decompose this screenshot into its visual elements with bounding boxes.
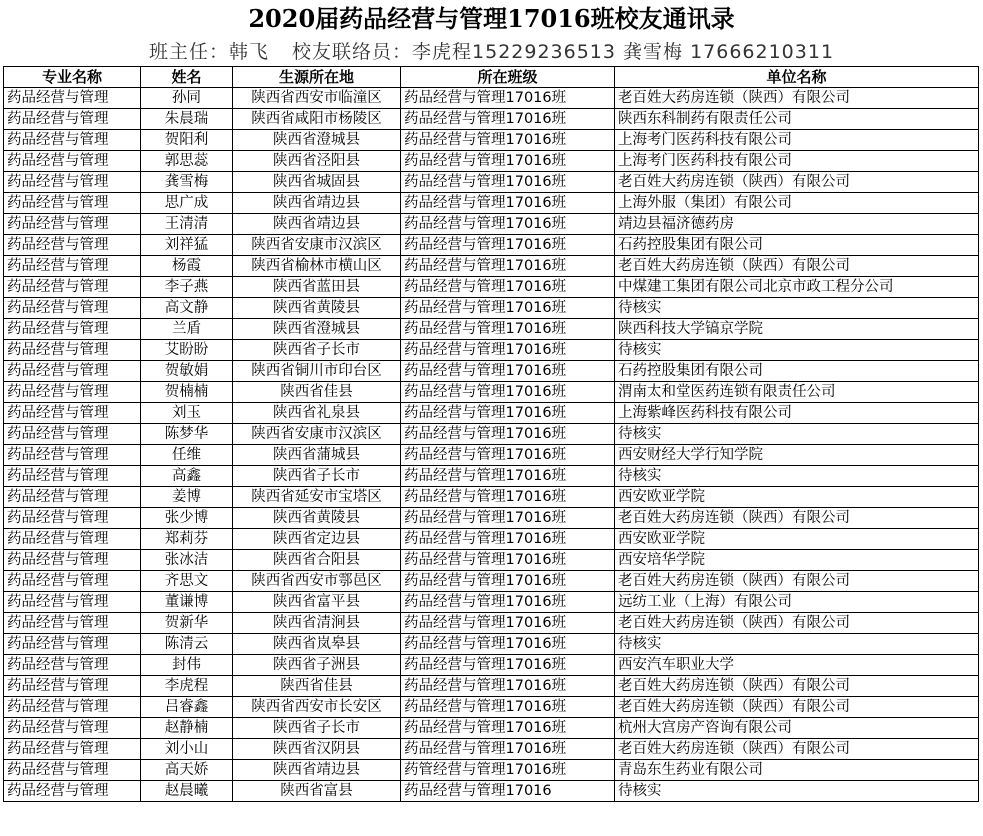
cell-class: 药品经营与管理17016班 xyxy=(401,508,615,529)
cell-class: 药品经营与管理17016班 xyxy=(401,151,615,172)
cell-major: 药品经营与管理 xyxy=(4,130,141,151)
table-body xyxy=(4,88,979,802)
cell-major: 药品经营与管理 xyxy=(4,361,141,382)
cell-unit: 待核实 xyxy=(615,298,979,319)
table-row xyxy=(4,109,979,130)
cell-major: 药品经营与管理 xyxy=(4,592,141,613)
cell-origin: 陕西省子长市 xyxy=(233,466,401,487)
cell-unit: 老百姓大药房连锁（陕西）有限公司 xyxy=(615,676,979,697)
cell-unit: 西安培华学院 xyxy=(615,550,979,571)
cell-origin: 陕西省礼泉县 xyxy=(233,403,401,424)
cell-name: 贺阳利 xyxy=(141,130,233,151)
table-row xyxy=(4,277,979,298)
cell-name: 张少博 xyxy=(141,508,233,529)
cell-origin: 陕西省富县 xyxy=(233,781,401,802)
cell-name: 姜博 xyxy=(141,487,233,508)
cell-origin: 陕西省安康市汉滨区 xyxy=(233,424,401,445)
cell-origin: 陕西省泾阳县 xyxy=(233,151,401,172)
cell-class: 药品经营与管理17016班 xyxy=(401,382,615,403)
cell-major: 药品经营与管理 xyxy=(4,319,141,340)
cell-major: 药品经营与管理 xyxy=(4,697,141,718)
cell-name: 封伟 xyxy=(141,655,233,676)
cell-origin: 陕西省富平县 xyxy=(233,592,401,613)
cell-class: 药品经营与管理17016班 xyxy=(401,88,615,109)
cell-class: 药品经营与管理17016班 xyxy=(401,319,615,340)
cell-name: 郭思蕊 xyxy=(141,151,233,172)
cell-name: 董谦博 xyxy=(141,592,233,613)
cell-unit: 待核实 xyxy=(615,634,979,655)
cell-major: 药品经营与管理 xyxy=(4,487,141,508)
cell-name: 孙同 xyxy=(141,88,233,109)
table-row xyxy=(4,508,979,529)
cell-origin: 陕西省延安市宝塔区 xyxy=(233,487,401,508)
cell-name: 贺楠楠 xyxy=(141,382,233,403)
cell-class: 药品经营与管理17016班 xyxy=(401,214,615,235)
table-row xyxy=(4,214,979,235)
cell-name: 郑莉芬 xyxy=(141,529,233,550)
table-header-row xyxy=(4,67,979,88)
cell-name: 刘小山 xyxy=(141,739,233,760)
column-header-class: 所在班级 xyxy=(401,67,615,88)
cell-major: 药品经营与管理 xyxy=(4,634,141,655)
cell-major: 药品经营与管理 xyxy=(4,151,141,172)
table-row xyxy=(4,88,979,109)
cell-class: 药品经营与管理17016班 xyxy=(401,340,615,361)
cell-class: 药品经营与管理17016班 xyxy=(401,445,615,466)
cell-major: 药品经营与管理 xyxy=(4,529,141,550)
cell-unit: 石药控股集团有限公司 xyxy=(615,361,979,382)
cell-major: 药品经营与管理 xyxy=(4,109,141,130)
table-row xyxy=(4,655,979,676)
cell-name: 任维 xyxy=(141,445,233,466)
cell-class: 药品经营与管理17016 xyxy=(401,781,615,802)
cell-origin: 陕西省靖边县 xyxy=(233,193,401,214)
table-row xyxy=(4,739,979,760)
cell-class: 药品经营与管理17016班 xyxy=(401,676,615,697)
table-row xyxy=(4,676,979,697)
cell-origin: 陕西省子长市 xyxy=(233,340,401,361)
cell-origin: 陕西省合阳县 xyxy=(233,550,401,571)
cell-major: 药品经营与管理 xyxy=(4,403,141,424)
table-row xyxy=(4,298,979,319)
table-row xyxy=(4,130,979,151)
cell-class: 药品经营与管理17016班 xyxy=(401,697,615,718)
table-row xyxy=(4,781,979,802)
cell-class: 药品经营与管理17016班 xyxy=(401,235,615,256)
cell-name: 贺敏娟 xyxy=(141,361,233,382)
liaison-text: 校友联络员：李虎程15229236513 龚雪梅 17666210311 xyxy=(292,41,835,63)
cell-major: 药品经营与管理 xyxy=(4,613,141,634)
cell-name: 李虎程 xyxy=(141,676,233,697)
cell-class: 药品经营与管理17016班 xyxy=(401,571,615,592)
cell-origin: 陕西省黄陵县 xyxy=(233,508,401,529)
cell-origin: 陕西省澄城县 xyxy=(233,319,401,340)
cell-class: 药品经营与管理17016班 xyxy=(401,718,615,739)
cell-unit: 待核实 xyxy=(615,340,979,361)
table-row xyxy=(4,445,979,466)
table-row xyxy=(4,571,979,592)
cell-unit: 待核实 xyxy=(615,466,979,487)
cell-unit: 待核实 xyxy=(615,781,979,802)
cell-major: 药品经营与管理 xyxy=(4,214,141,235)
cell-name: 思广成 xyxy=(141,193,233,214)
table-row xyxy=(4,424,979,445)
cell-major: 药品经营与管理 xyxy=(4,445,141,466)
cell-unit: 西安汽车职业大学 xyxy=(615,655,979,676)
cell-origin: 陕西省汉阴县 xyxy=(233,739,401,760)
cell-name: 龚雪梅 xyxy=(141,172,233,193)
cell-class: 药品经营与管理17016班 xyxy=(401,109,615,130)
cell-origin: 陕西省铜川市印台区 xyxy=(233,361,401,382)
cell-class: 药管经营与管理17016班 xyxy=(401,760,615,781)
cell-unit: 老百姓大药房连锁（陕西）有限公司 xyxy=(615,172,979,193)
cell-unit: 上海外服（集团）有限公司 xyxy=(615,193,979,214)
cell-unit: 老百姓大药房连锁（陕西）有限公司 xyxy=(615,508,979,529)
cell-name: 杨霞 xyxy=(141,256,233,277)
cell-name: 王清清 xyxy=(141,214,233,235)
cell-class: 药品经营与管理17016班 xyxy=(401,634,615,655)
cell-unit: 老百姓大药房连锁（陕西）有限公司 xyxy=(615,613,979,634)
cell-major: 药品经营与管理 xyxy=(4,172,141,193)
cell-major: 药品经营与管理 xyxy=(4,340,141,361)
cell-unit: 老百姓大药房连锁（陕西）有限公司 xyxy=(615,571,979,592)
cell-name: 吕睿鑫 xyxy=(141,697,233,718)
cell-name: 兰盾 xyxy=(141,319,233,340)
cell-origin: 陕西省蒲城县 xyxy=(233,445,401,466)
cell-unit: 渭南太和堂医药连锁有限责任公司 xyxy=(615,382,979,403)
table-row xyxy=(4,256,979,277)
cell-unit: 陕西东科制药有限责任公司 xyxy=(615,109,979,130)
cell-origin: 陕西省子长市 xyxy=(233,718,401,739)
table-row xyxy=(4,340,979,361)
cell-major: 药品经营与管理 xyxy=(4,256,141,277)
document-subtitle xyxy=(0,38,983,66)
cell-unit: 老百姓大药房连锁（陕西）有限公司 xyxy=(615,256,979,277)
table-row xyxy=(4,319,979,340)
table-row xyxy=(4,382,979,403)
cell-major: 药品经营与管理 xyxy=(4,277,141,298)
cell-class: 药品经营与管理17016班 xyxy=(401,361,615,382)
cell-name: 高鑫 xyxy=(141,466,233,487)
cell-name: 赵静楠 xyxy=(141,718,233,739)
cell-name: 高天娇 xyxy=(141,760,233,781)
cell-unit: 靖边县福济德药房 xyxy=(615,214,979,235)
cell-unit: 杭州大宫房产咨询有限公司 xyxy=(615,718,979,739)
cell-origin: 陕西省蓝田县 xyxy=(233,277,401,298)
table-row xyxy=(4,361,979,382)
table-row xyxy=(4,613,979,634)
cell-name: 贺新华 xyxy=(141,613,233,634)
cell-origin: 陕西省城固县 xyxy=(233,172,401,193)
cell-origin: 陕西省佳县 xyxy=(233,676,401,697)
cell-class: 药品经营与管理17016班 xyxy=(401,172,615,193)
cell-class: 药品经营与管理17016班 xyxy=(401,487,615,508)
cell-name: 朱晨瑞 xyxy=(141,109,233,130)
cell-unit: 中煤建工集团有限公司北京市政工程分公司 xyxy=(615,277,979,298)
cell-major: 药品经营与管理 xyxy=(4,676,141,697)
cell-major: 药品经营与管理 xyxy=(4,760,141,781)
cell-origin: 陕西省安康市汉滨区 xyxy=(233,235,401,256)
cell-class: 药品经营与管理17016班 xyxy=(401,403,615,424)
cell-major: 药品经营与管理 xyxy=(4,235,141,256)
cell-origin: 陕西省靖边县 xyxy=(233,214,401,235)
cell-major: 药品经营与管理 xyxy=(4,571,141,592)
cell-unit: 老百姓大药房连锁（陕西）有限公司 xyxy=(615,88,979,109)
alumni-roster-table xyxy=(3,66,979,802)
cell-name: 陈清云 xyxy=(141,634,233,655)
table-row xyxy=(4,697,979,718)
cell-major: 药品经营与管理 xyxy=(4,718,141,739)
cell-unit: 上海考门医药科技有限公司 xyxy=(615,130,979,151)
cell-unit: 待核实 xyxy=(615,424,979,445)
document-title: 2020届药品经营与管理17016班校友通讯录 xyxy=(248,4,735,33)
cell-unit: 西安欧亚学院 xyxy=(615,529,979,550)
table-row xyxy=(4,718,979,739)
column-header-name: 姓名 xyxy=(141,67,233,88)
table-row xyxy=(4,634,979,655)
cell-unit: 上海考门医药科技有限公司 xyxy=(615,151,979,172)
cell-unit: 上海紫峰医药科技有限公司 xyxy=(615,403,979,424)
cell-major: 药品经营与管理 xyxy=(4,739,141,760)
cell-unit: 石药控股集团有限公司 xyxy=(615,235,979,256)
cell-class: 药品经营与管理17016班 xyxy=(401,466,615,487)
cell-unit: 老百姓大药房连锁（陕西）有限公司 xyxy=(615,739,979,760)
table-row xyxy=(4,550,979,571)
cell-origin: 陕西省西安市临潼区 xyxy=(233,88,401,109)
cell-unit: 远纺工业（上海）有限公司 xyxy=(615,592,979,613)
cell-name: 陈梦华 xyxy=(141,424,233,445)
cell-origin: 陕西省岚皋县 xyxy=(233,634,401,655)
table-row xyxy=(4,403,979,424)
cell-class: 药品经营与管理17016班 xyxy=(401,256,615,277)
cell-origin: 陕西省榆林市横山区 xyxy=(233,256,401,277)
column-header-origin: 生源所在地 xyxy=(233,67,401,88)
cell-origin: 陕西省黄陵县 xyxy=(233,298,401,319)
cell-class: 药品经营与管理17016班 xyxy=(401,739,615,760)
cell-class: 药品经营与管理17016班 xyxy=(401,424,615,445)
table-row xyxy=(4,172,979,193)
cell-class: 药品经营与管理17016班 xyxy=(401,655,615,676)
cell-origin: 陕西省咸阳市杨陵区 xyxy=(233,109,401,130)
table-row xyxy=(4,151,979,172)
table-row xyxy=(4,592,979,613)
cell-major: 药品经营与管理 xyxy=(4,781,141,802)
cell-class: 药品经营与管理17016班 xyxy=(401,550,615,571)
cell-major: 药品经营与管理 xyxy=(4,508,141,529)
table-row xyxy=(4,529,979,550)
cell-major: 药品经营与管理 xyxy=(4,382,141,403)
cell-name: 赵晨曦 xyxy=(141,781,233,802)
cell-class: 药品经营与管理17016班 xyxy=(401,529,615,550)
cell-class: 药品经营与管理17016班 xyxy=(401,298,615,319)
cell-name: 高文静 xyxy=(141,298,233,319)
head-teacher-text: 班主任：韩飞 xyxy=(148,41,269,63)
cell-class: 药品经营与管理17016班 xyxy=(401,193,615,214)
cell-class: 药品经营与管理17016班 xyxy=(401,592,615,613)
column-header-major: 专业名称 xyxy=(4,67,141,88)
cell-name: 张冰洁 xyxy=(141,550,233,571)
table-row xyxy=(4,466,979,487)
cell-class: 药品经营与管理17016班 xyxy=(401,130,615,151)
cell-major: 药品经营与管理 xyxy=(4,655,141,676)
cell-name: 齐思文 xyxy=(141,571,233,592)
cell-origin: 陕西省靖边县 xyxy=(233,760,401,781)
cell-major: 药品经营与管理 xyxy=(4,88,141,109)
cell-major: 药品经营与管理 xyxy=(4,298,141,319)
cell-name: 李子燕 xyxy=(141,277,233,298)
cell-origin: 陕西省定边县 xyxy=(233,529,401,550)
cell-origin: 陕西省子洲县 xyxy=(233,655,401,676)
cell-unit: 西安欧亚学院 xyxy=(615,487,979,508)
table-row xyxy=(4,235,979,256)
cell-name: 刘玉 xyxy=(141,403,233,424)
cell-unit: 青岛东生药业有限公司 xyxy=(615,760,979,781)
cell-origin: 陕西省澄城县 xyxy=(233,130,401,151)
table-row xyxy=(4,760,979,781)
column-header-unit: 单位名称 xyxy=(615,67,979,88)
cell-class: 药品经营与管理17016班 xyxy=(401,613,615,634)
cell-major: 药品经营与管理 xyxy=(4,550,141,571)
cell-unit: 西安财经大学行知学院 xyxy=(615,445,979,466)
cell-unit: 老百姓大药房连锁（陕西）有限公司 xyxy=(615,697,979,718)
cell-class: 药品经营与管理17016班 xyxy=(401,277,615,298)
cell-major: 药品经营与管理 xyxy=(4,424,141,445)
cell-name: 刘祥猛 xyxy=(141,235,233,256)
cell-unit: 陕西科技大学镐京学院 xyxy=(615,319,979,340)
table-row xyxy=(4,193,979,214)
cell-origin: 陕西省西安市鄠邑区 xyxy=(233,571,401,592)
cell-origin: 陕西省佳县 xyxy=(233,382,401,403)
cell-major: 药品经营与管理 xyxy=(4,466,141,487)
cell-origin: 陕西省西安市长安区 xyxy=(233,697,401,718)
cell-origin: 陕西省清涧县 xyxy=(233,613,401,634)
table-row xyxy=(4,487,979,508)
cell-major: 药品经营与管理 xyxy=(4,193,141,214)
cell-name: 艾盼盼 xyxy=(141,340,233,361)
